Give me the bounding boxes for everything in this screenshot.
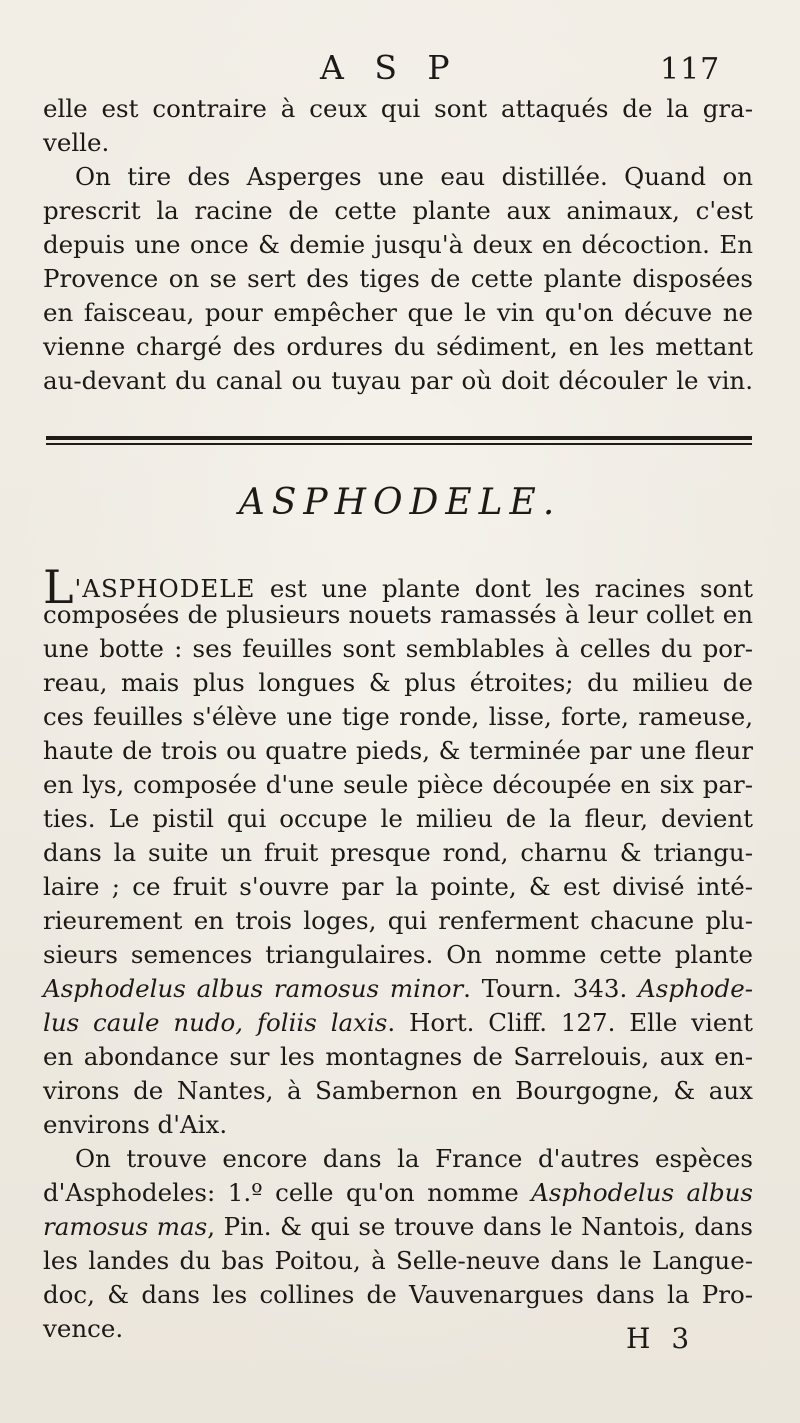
asphodele-text-block <box>43 560 753 1346</box>
section-title: ASPHODELE. <box>238 482 562 523</box>
text-line: elle est contraire à ceux qui sont attaqués de la gra- <box>43 94 753 123</box>
text-line: doc, & dans les collines de Vauvenargues dans la Pro- <box>43 1280 753 1309</box>
drop-cap: L <box>43 560 74 614</box>
latin-name: Asphodelus albus <box>531 1178 753 1207</box>
text-run: , Pin. & qui se trouve dans le Nantois, dans <box>207 1212 753 1241</box>
text-line: au-devant du canal ou tuyau par où doit découler le vin. <box>43 366 753 395</box>
text-line: virons de Nantes, à Sambernon en Bourgogne, & aux <box>43 1076 753 1105</box>
text-run: . Tourn. 343. <box>463 974 639 1003</box>
text-run: . Hort. Cliff. 127. Elle vient <box>387 1008 753 1037</box>
text-line: reau, mais plus longues & plus étroites; du milieu de <box>43 668 753 697</box>
divider-thick-line <box>46 436 752 440</box>
latin-name: ramosus mas <box>43 1212 208 1241</box>
text-line: rieurement en trois loges, qui renferment chacune plu- <box>43 906 753 935</box>
text-line: sieurs semences triangulaires. On nomme cette plante <box>43 940 753 969</box>
divider-thin-line <box>46 443 752 445</box>
latin-name: Asphodelus albus ramosus minor <box>43 974 464 1003</box>
text-line: en abondance sur les montagnes de Sarrelouis, aux en- <box>43 1042 753 1071</box>
text-line: ces feuilles s'élève une tige ronde, lisse, forte, rameuse, <box>43 702 753 731</box>
first-word: 'ASPHODELE <box>74 574 256 603</box>
text-line: Provence on se sert des tiges de cette plante disposées <box>43 264 753 293</box>
text-line: depuis une once & demie jusqu'à deux en décoction. En <box>43 230 753 259</box>
text-line <box>43 1006 753 1040</box>
text-line: On trouve encore dans la France d'autres espèces <box>75 1144 753 1173</box>
page-number: 117 <box>660 52 721 87</box>
text-line: les landes du bas Poitou, à Selle-neuve dans le Langue- <box>43 1246 753 1275</box>
text-line: environs d'Aix. <box>43 1110 228 1139</box>
running-head-title: A S P <box>320 48 460 87</box>
running-head <box>0 48 800 88</box>
section-divider-rule <box>46 436 752 446</box>
latin-name: lus caule nudo, foliis laxis <box>43 1008 388 1037</box>
latin-name: Asphode- <box>638 974 753 1003</box>
text-line: vienne chargé des ordures du sédiment, en les mettant <box>43 332 753 361</box>
text-line: en lys, composée d'une seule pièce découpée en six par- <box>43 770 753 799</box>
text-line: On tire des Asperges une eau distillée. Quand on <box>75 162 753 191</box>
text-line: vence. <box>43 1314 124 1343</box>
text-line: dans la suite un fruit presque rond, charnu & triangu- <box>43 838 753 867</box>
signature-mark: H 3 <box>626 1322 696 1355</box>
text-line: velle. <box>43 128 110 157</box>
text-line: une botte : ses feuilles sont semblables à celles du por- <box>43 634 753 663</box>
text-line <box>43 1210 753 1244</box>
text-run: d'Asphodeles: 1.º celle qu'on nomme <box>43 1178 532 1207</box>
first-text-line <box>43 560 753 614</box>
text-line <box>43 1176 753 1210</box>
text-line: prescrit la racine de cette plante aux animaux, c'est <box>43 196 753 225</box>
asperges-text-block <box>43 92 753 398</box>
text-line: haute de trois ou quatre pieds, & terminée par une fleur <box>43 736 753 765</box>
text-line: laire ; ce fruit s'ouvre par la pointe, & est divisé inté- <box>43 872 753 901</box>
text-line <box>43 972 753 1006</box>
text-line: composées de plusieurs nouets ramassés à leur collet en <box>43 600 753 629</box>
text-line: ties. Le pistil qui occupe le milieu de la fleur, devient <box>43 804 753 833</box>
text-line: en faisceau, pour empêcher que le vin qu'on décuve ne <box>43 298 753 327</box>
first-line-rest: est une plante dont les racines sont <box>255 574 753 603</box>
